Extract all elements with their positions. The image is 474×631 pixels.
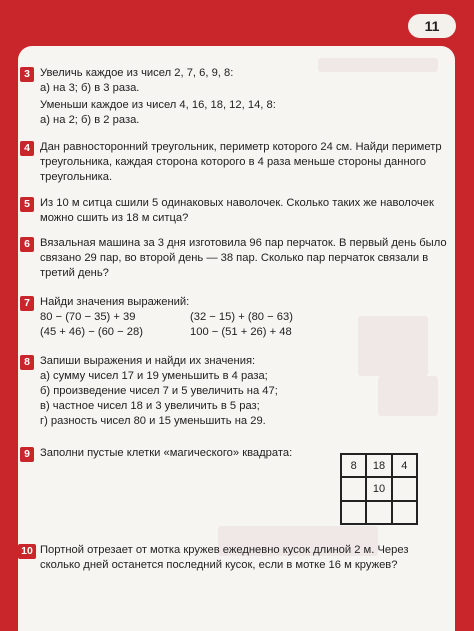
exercise-line: а) сумму чисел 17 и 19 уменьшить в 4 раза; xyxy=(40,370,268,382)
magic-square-cell: 18 xyxy=(366,454,391,477)
exercise-text: Из 10 м ситца сшили 5 одинаковых наволочек. Сколько таких же наволочек можно сшить из 18 м ситца? xyxy=(40,197,434,224)
magic-square-cell xyxy=(392,477,417,500)
exercise-line: в) частное чисел 18 и 3 увеличить в 5 раз; xyxy=(40,400,260,412)
exercise-number: 7 xyxy=(20,296,34,311)
exercise-number: 3 xyxy=(20,67,34,82)
exercise-line: а) на 3; б) в 3 раза. xyxy=(40,82,140,94)
textbook-page xyxy=(18,46,455,631)
exercise-number: 6 xyxy=(20,237,34,252)
magic-square-cell: 4 xyxy=(392,454,417,477)
magic-square-cell xyxy=(392,501,417,524)
magic-square-cell xyxy=(341,501,366,524)
magic-square-cell xyxy=(341,477,366,500)
header-band xyxy=(0,0,474,50)
exercise-line: г) разность чисел 80 и 15 уменьшить на 29. xyxy=(40,415,266,427)
exercise-line: а) на 2; б) в 2 раза. xyxy=(40,114,140,126)
exercise-text: Вязальная машина за 3 дня изготовила 96 пар перчаток. В первый день было связано 29 пар, во второй день — 38 пар. Сколько пар перчаток связали в третий день? xyxy=(40,237,447,279)
expression: 100 − (51 + 26) + 48 xyxy=(190,326,292,338)
magic-square xyxy=(340,453,418,525)
expression: (45 + 46) − (60 − 28) xyxy=(40,326,143,338)
exercise-title: Найди значения выражений: xyxy=(40,296,190,308)
exercise-line: б) произведение чисел 7 и 5 увеличить на 47; xyxy=(40,385,278,397)
exercise-text: Дан равносторонний треугольник, периметр которого 24 см. Найди периметр треугольника, каждая сторона которого в 4 раза меньше стороны данного треугольника. xyxy=(40,141,442,183)
exercise-number: 8 xyxy=(20,355,34,370)
exercise-line: Уменьши каждое из чисел 4, 16, 18, 12, 14, 8: xyxy=(40,99,276,111)
page-number: 11 xyxy=(408,14,456,38)
magic-square-cell: 8 xyxy=(341,454,366,477)
exercise-number: 10 xyxy=(18,544,36,559)
magic-square-cell xyxy=(366,501,391,524)
exercise-number: 9 xyxy=(20,447,34,462)
magic-square-cell: 10 xyxy=(366,477,391,500)
exercise-number: 5 xyxy=(20,197,34,212)
expression: (32 − 15) + (80 − 63) xyxy=(190,311,293,323)
exercise-number: 4 xyxy=(20,141,34,156)
exercise-title: Запиши выражения и найди их значения: xyxy=(40,355,256,367)
exercise-text: Заполни пустые клетки «магического» квадрата: xyxy=(40,447,293,459)
expression: 80 − (70 − 35) + 39 xyxy=(40,311,136,323)
exercise-line: Увеличь каждое из чисел 2, 7, 6, 9, 8: xyxy=(40,67,234,79)
exercise-text: Портной отрезает от мотка кружев ежедневно кусок длиной 2 м. Через сколько дней останется последний кусок, если в мотке 16 м кружев? xyxy=(40,544,409,571)
side-band xyxy=(0,46,18,631)
